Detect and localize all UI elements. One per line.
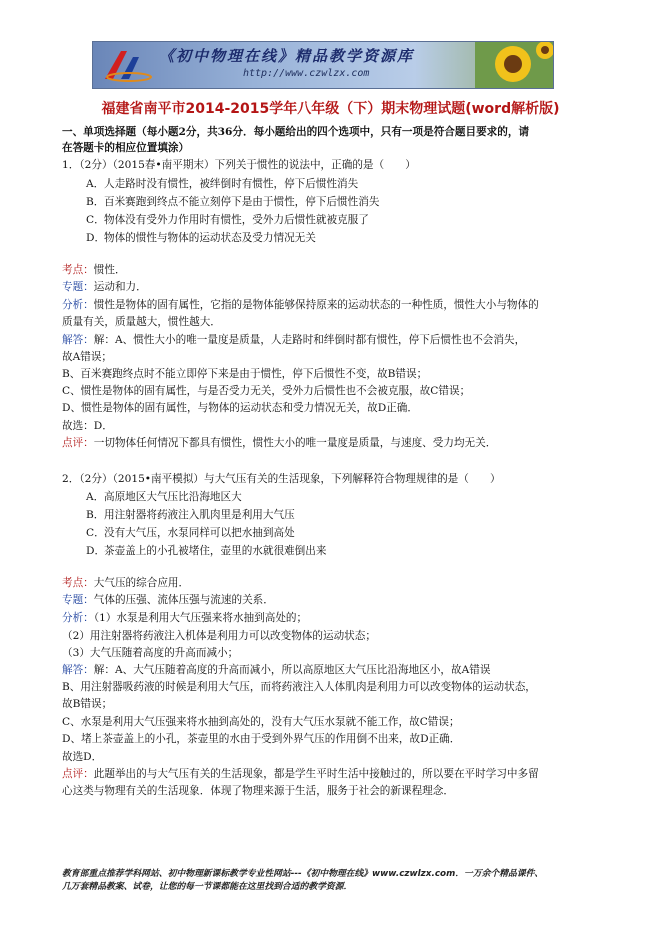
section-heading-line1: 一、单项选择题（每小题2分，共36分．每小题给出的四个选项中，只有一项是符合题目要求的，请 <box>62 126 530 138</box>
q1-fenxi: 分析：惯性是物体的固有属性，它指的是物体能够保持原来的运动状态的一种性质，惯性大小与物体的 <box>62 299 539 311</box>
footer-line1: 教育部重点推荐学科网站、初中物理新课标教学专业性网站---《初中物理在线》www.czwlzx.com．一万余个精品课件、 <box>62 869 544 879</box>
question-2-option-b: B．用注射器将药液注入肌肉里是利用大气压 <box>86 509 295 521</box>
q2-jieda-5: D、堵上茶壶盖上的小孔，茶壶里的水由于受到外界气压的作用倒不出来，故D正确． <box>62 733 461 745</box>
q2-jieda-2: B、用注射器吸药液的时候是利用大气压，而将药液注入人体肌肉是利用力可以改变物体的运动状态， <box>62 681 536 693</box>
question-1-option-a: A．人走路时没有惯性，被绊倒时有惯性，停下后惯性消失 <box>86 178 359 190</box>
question-1-option-b: B．百米赛跑到终点不能立刻停下是由于惯性，停下后惯性消失 <box>86 196 380 208</box>
q2-fenxi-3: （3）大气压随着高度的升高而减小； <box>62 647 239 659</box>
q2-fenxi: 分析：（1）水泵是利用大气压强来将水抽到高处的； <box>62 612 308 624</box>
q1-zhuanti: 专题：运动和力． <box>62 281 147 293</box>
header-banner <box>92 41 554 89</box>
q1-jieda: 解答：解：A、惯性大小的唯一量度是质量，人走路时和绊倒时都有惯性，停下后惯性也不会消失， <box>62 334 526 346</box>
q1-fenxi-cont: 质量有关，质量越大，惯性越大． <box>62 316 221 328</box>
q1-jieda-5: D、惯性是物体的固有属性，与物体的运动状态和受力情况无关，故D正确． <box>62 402 418 414</box>
q1-jieda-2: 故A错误； <box>62 351 113 363</box>
q1-jieda-3: B、百米赛跑终点时不能立即停下来是由于惯性，停下后惯性不变，故B错误； <box>62 368 428 380</box>
q2-jieda-4: C、水泵是利用大气压强来将水抽到高处的，没有大气压水泵就不能工作，故C错误； <box>62 716 460 728</box>
q2-dianping-2: 心这类与物理有关的生活现象．体现了物理来源于生活，服务于社会的新课程理念． <box>62 785 454 797</box>
q1-jieda-6: 故选：D． <box>62 420 113 432</box>
banner-title: 《初中物理在线》精品教学资源库 <box>159 47 415 65</box>
question-1-stem: 1．（2分）（2015春•南平期末）下列关于惯性的说法中，正确的是（ ） <box>62 159 416 171</box>
footer-line2: 几万套精品教案、试卷，让您的每一节课都能在这里找到合适的教学资源． <box>62 882 353 892</box>
question-1-option-d: D．物体的惯性与物体的运动状态及受力情况无关 <box>86 232 316 244</box>
q2-jieda-6: 故选D． <box>62 751 103 763</box>
q2-kaodian: 考点：大气压的综合应用． <box>62 577 190 589</box>
q2-zhuanti: 专题：气体的压强、流体压强与流速的关系． <box>62 594 274 606</box>
question-1-option-c: C．物体没有受外力作用时有惯性，受外力后惯性就被克服了 <box>86 214 369 226</box>
q2-jieda-3: 故B错误； <box>62 698 113 710</box>
page-footer <box>62 868 622 894</box>
q1-kaodian: 考点：惯性． <box>62 264 126 276</box>
section-heading-line2: 在答题卡的相应位置填涂） <box>62 142 190 154</box>
question-2-stem: 2．（2分）（2015•南平模拟）与大气压有关的生活现象，下列解释符合物理规律的是（ ） <box>62 473 501 485</box>
question-2-option-d: D．茶壶盖上的小孔被堵住，壶里的水就很难倒出来 <box>86 545 327 557</box>
q2-fenxi-2: （2）用注射器将药液注入机体是利用力可以改变物体的运动状态； <box>62 630 376 642</box>
q1-dianping: 点评：一切物体任何情况下都具有惯性，惯性大小的唯一量度是质量，与速度、受力均无关． <box>62 437 497 449</box>
banner-url[interactable]: http://www.czwlzx.com <box>243 68 370 79</box>
question-2-option-c: C．没有大气压，水泵同样可以把水抽到高处 <box>86 527 295 539</box>
site-logo-icon <box>99 47 153 83</box>
document-title: 福建省南平市2014-2015学年八年级（下）期末物理试题(word解析版) <box>101 101 560 117</box>
question-2-option-a: A．高原地区大气压比沿海地区大 <box>86 491 242 503</box>
q2-jieda: 解答：解：A、大气压随着高度的升高而减小，所以高原地区大气压比沿海地区小，故A错误 <box>62 664 491 676</box>
q1-jieda-4: C、惯性是物体的固有属性，与是否受力无关，受外力后惯性也不会被克服，故C错误； <box>62 385 471 397</box>
sunflower-icon <box>475 42 553 88</box>
q2-dianping: 点评：此题举出的与大气压有关的生活现象，都是学生平时生活中接触过的，所以要在平时学习中多留 <box>62 768 539 780</box>
